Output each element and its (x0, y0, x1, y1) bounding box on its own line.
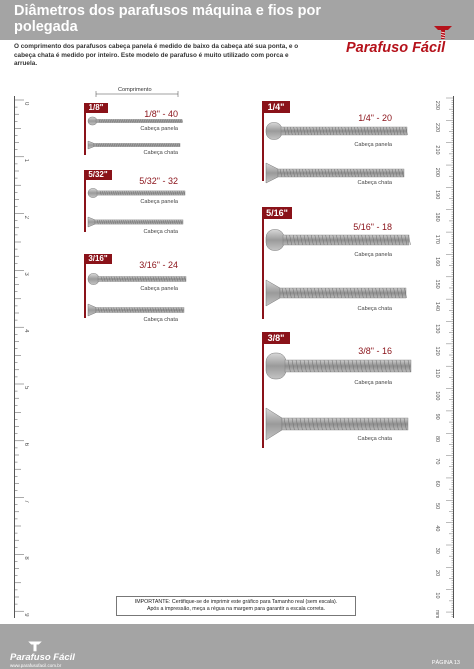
ruler-label: 1 (22, 158, 29, 163)
ruler-label: 7 (23, 499, 29, 503)
size-marker-line (262, 332, 264, 448)
notice-line-1: IMPORTANTE: Certifique-se de imprimir este gráfico para Tamanho real (sem escala). (134, 599, 338, 605)
ruler-label: 8 (23, 556, 29, 560)
flat-head-label: Cabeça chata (357, 306, 392, 312)
thread-size-label: 3/16" - 24 (139, 260, 178, 270)
ruler-label: 60 (434, 480, 440, 487)
ruler-label: 50 (434, 503, 440, 510)
flat-head-screw (88, 141, 180, 149)
ruler-label: 40 (434, 525, 440, 532)
flat-head-label: Cabeça chata (143, 229, 178, 235)
ruler-label: 130 (434, 324, 440, 334)
intro-text: O comprimento dos parafusos cabeça panela é medido de baixo da cabeça até sua ponta, e o cabeça chata é medido por inteiro. Este modelo de parafuso é muito utilizado com porca e arruela. (14, 43, 299, 68)
ruler-label: 90 (434, 413, 440, 420)
page-number: PÁGINA 13 (431, 660, 460, 666)
ruler-label: 6 (23, 442, 29, 447)
pan-head-screw (266, 353, 411, 379)
inch-ruler (14, 96, 28, 618)
pan-head-label: Cabeça panela (354, 142, 392, 148)
ruler-label: 4 (23, 329, 29, 333)
size-tag: 1/8" (84, 103, 108, 113)
page-title: Diâmetros dos parafusos máquina e fios por polegada (14, 3, 321, 35)
footer-logo-text: Parafuso Fácil (10, 652, 75, 663)
flat-head-screw (88, 217, 183, 227)
footer-url: www.parafusofacil.com.br (10, 663, 62, 668)
thread-size-label: 5/32" - 32 (139, 176, 178, 186)
pan-head-label: Cabeça panela (140, 126, 178, 132)
size-marker-line (262, 101, 264, 181)
ruler-label: 150 (434, 279, 440, 289)
ruler-label: 3 (23, 272, 29, 276)
thread-size-label: 3/8" - 16 (358, 346, 392, 356)
flat-head-label: Cabeça chata (357, 436, 392, 442)
ruler-label: 9 (23, 613, 29, 617)
notice-line-2: Após a impressão, meça a régua na margem para garantir a escala correta. (146, 605, 326, 612)
pan-head-label: Cabeça panela (354, 380, 392, 386)
screw-logo-icon (26, 640, 44, 652)
ruler-label: 5 (23, 386, 29, 390)
ruler-label: 160 (434, 257, 440, 267)
ruler-label: 180 (434, 212, 440, 222)
size-tag: 1/4" (262, 101, 290, 113)
screw-logo-icon (432, 24, 454, 40)
ruler-label: 80 (434, 435, 440, 443)
mm-ruler (432, 96, 454, 618)
flat-head-label: Cabeça chata (143, 317, 178, 323)
size-tag: 5/32" (84, 170, 112, 180)
size-tag: 3/8" (262, 332, 290, 344)
flat-head-screw (88, 304, 184, 316)
ruler-label: 170 (434, 234, 440, 244)
thread-size-label: 1/8" - 40 (144, 109, 178, 119)
inch-ruler-scale (15, 96, 29, 618)
pan-head-label: Cabeça panela (354, 252, 392, 258)
brand-logo (346, 32, 458, 56)
pan-head-label: Cabeça panela (140, 286, 178, 292)
flat-head-screw (266, 280, 407, 306)
ruler-label: 120 (434, 346, 440, 356)
page-footer (0, 624, 474, 669)
pan-head-screw (266, 123, 408, 140)
ruler-label: 210 (434, 145, 440, 155)
ruler-label: 20 (434, 570, 440, 577)
thread-size-label: 5/16" - 18 (353, 222, 392, 232)
ruler-label: 70 (434, 458, 440, 465)
size-tag: 5/16" (262, 207, 292, 219)
pan-head-screw (266, 230, 411, 251)
flat-head-label: Cabeça chata (143, 150, 178, 156)
length-label: Comprimento (118, 87, 152, 93)
thread-size-label: 1/4" - 20 (358, 113, 392, 123)
ruler-label: 110 (434, 368, 440, 378)
mm-ruler-scale (432, 96, 454, 618)
pan-head-label: Cabeça panela (140, 199, 178, 205)
ruler-label: 10 (434, 592, 440, 599)
logo-text: Parafuso Fácil (346, 40, 446, 56)
ruler-label: 100 (434, 391, 440, 401)
pan-head-screw (88, 189, 185, 198)
ruler-label: 30 (434, 547, 440, 554)
ruler-label: 140 (434, 301, 440, 312)
print-notice (116, 596, 356, 616)
size-marker-line (262, 207, 264, 319)
ruler-label: 190 (434, 190, 440, 200)
pan-head-screw (88, 274, 186, 285)
flat-head-label: Cabeça chata (357, 180, 392, 186)
ruler-label: 220 (434, 123, 440, 133)
ruler-label: 200 (434, 167, 440, 177)
size-tag: 3/16" (84, 254, 112, 264)
ruler-label: 0 (23, 102, 29, 106)
ruler-label: 2 (23, 215, 29, 219)
ruler-unit: mm (434, 610, 440, 618)
ruler-label: 230 (434, 100, 440, 110)
